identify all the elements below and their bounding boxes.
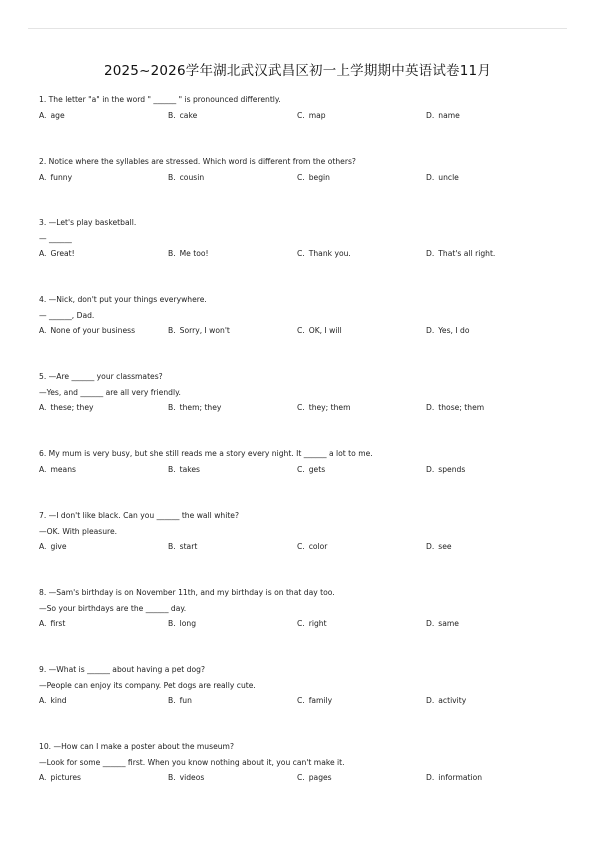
option-c <box>297 323 342 339</box>
option-row <box>39 170 559 186</box>
option-row <box>39 462 559 478</box>
option-letter: C. <box>297 110 305 120</box>
option-letter: C. <box>297 619 305 628</box>
option-letter: B. <box>168 326 176 335</box>
option-text: videos <box>179 773 205 782</box>
option-text: right <box>308 619 327 628</box>
option-text: kind <box>50 696 67 705</box>
option-letter: A. <box>39 619 47 628</box>
option-c <box>297 170 330 186</box>
option-a <box>39 770 81 786</box>
option-letter: D. <box>426 464 435 474</box>
option-letter: B. <box>168 172 176 182</box>
option-text: uncle <box>438 172 459 182</box>
question-10 <box>39 739 559 786</box>
option-text: Me too! <box>179 249 209 258</box>
option-letter: A. <box>39 403 47 412</box>
option-text: Sorry, I won't <box>179 326 230 335</box>
question-stem-line: —People can enjoy its company. Pet dogs are really cute. <box>39 680 256 690</box>
question-stem-line: —Look for some ______ first. When you know nothing about it, you can't make it. <box>39 757 345 767</box>
option-letter: D. <box>426 403 435 412</box>
question-stem-line: 1. The letter "a" in the word " ______ " is pronounced differently. <box>39 95 281 104</box>
option-letter: D. <box>426 619 435 628</box>
option-text: these; they <box>50 403 94 412</box>
option-letter: D. <box>426 110 435 120</box>
option-text: them; they <box>179 403 222 412</box>
option-letter: C. <box>297 542 305 551</box>
option-text: long <box>179 619 197 628</box>
option-letter: C. <box>297 696 305 705</box>
option-row <box>39 770 559 786</box>
option-text: start <box>179 542 198 551</box>
question-stem-line: 2. Notice where the syllables are stressed. Which word is different from the others? <box>39 157 356 166</box>
option-text: OK, I will <box>308 326 342 335</box>
option-letter: D. <box>426 326 435 335</box>
option-text: first <box>50 619 66 628</box>
option-row <box>39 246 559 262</box>
option-c <box>297 770 332 786</box>
option-d <box>426 539 452 555</box>
option-a <box>39 462 76 478</box>
question-stem-line: 4. —Nick, don't put your things everywhere. <box>39 295 207 304</box>
question-stem-line: 10. —How can I make a poster about the museum? <box>39 742 234 751</box>
option-a <box>39 616 65 632</box>
option-row <box>39 693 559 709</box>
option-row <box>39 400 559 416</box>
option-c <box>297 246 351 262</box>
option-text: Thank you. <box>308 249 351 258</box>
option-text: give <box>50 542 67 551</box>
option-letter: C. <box>297 464 305 474</box>
option-text: pages <box>308 773 332 782</box>
option-b <box>168 770 204 786</box>
option-letter: B. <box>168 696 176 705</box>
option-letter: C. <box>297 172 305 182</box>
option-d <box>426 693 466 709</box>
option-text: cake <box>179 110 198 120</box>
option-row <box>39 539 559 555</box>
option-b <box>168 246 209 262</box>
option-text: see <box>438 542 452 551</box>
question-9 <box>39 662 559 709</box>
option-letter: A. <box>39 542 47 551</box>
option-text: cousin <box>179 172 205 182</box>
option-letter: D. <box>426 696 435 705</box>
option-a <box>39 323 135 339</box>
option-letter: A. <box>39 249 47 258</box>
option-text: family <box>308 696 333 705</box>
option-d <box>426 616 459 632</box>
option-b <box>168 539 197 555</box>
option-letter: B. <box>168 542 176 551</box>
option-b <box>168 462 200 478</box>
question-stem-line: —Yes, and ______ are all very friendly. <box>39 387 181 397</box>
question-stem-line: 6. My mum is very busy, but she still reads me a story every night. It ______ a lot to me. <box>39 449 373 458</box>
option-c <box>297 108 326 124</box>
option-b <box>168 108 197 124</box>
option-a <box>39 539 67 555</box>
option-text: they; them <box>308 403 351 412</box>
option-letter: C. <box>297 249 305 258</box>
option-text: information <box>438 773 483 782</box>
option-b <box>168 693 192 709</box>
option-b <box>168 616 196 632</box>
question-8 <box>39 585 559 632</box>
option-letter: B. <box>168 249 176 258</box>
option-text: begin <box>308 172 330 182</box>
option-letter: A. <box>39 326 47 335</box>
option-text: takes <box>179 464 201 474</box>
question-7 <box>39 508 559 555</box>
option-text: age <box>50 110 65 120</box>
option-row <box>39 616 559 632</box>
question-5 <box>39 369 559 416</box>
option-b <box>168 323 230 339</box>
option-text: means <box>50 464 76 474</box>
option-text: same <box>438 619 459 628</box>
option-d <box>426 108 460 124</box>
option-letter: C. <box>297 326 305 335</box>
option-row <box>39 108 559 124</box>
question-stem-line: 8. —Sam's birthday is on November 11th, and my birthday is on that day too. <box>39 588 335 597</box>
option-letter: A. <box>39 464 47 474</box>
question-stem-line: 5. —Are ______ your classmates? <box>39 372 163 381</box>
option-a <box>39 246 75 262</box>
option-c <box>297 462 325 478</box>
question-stem-line: — ______, Dad. <box>39 310 95 320</box>
option-text: fun <box>179 696 192 705</box>
option-text: None of your business <box>50 326 136 335</box>
question-6 <box>39 446 559 477</box>
option-text: spends <box>438 464 466 474</box>
option-text: That's all right. <box>438 249 496 258</box>
question-stem-line: 7. —I don't like black. Can you ______ the wall white? <box>39 511 240 520</box>
question-3 <box>39 215 559 262</box>
option-letter: C. <box>297 403 305 412</box>
option-a <box>39 170 72 186</box>
top-divider <box>28 28 567 29</box>
option-a <box>39 108 65 124</box>
option-text: name <box>438 110 460 120</box>
option-d <box>426 323 469 339</box>
option-text: those; them <box>438 403 485 412</box>
option-b <box>168 400 221 416</box>
question-stem-line: 9. —What is ______ about having a pet dog? <box>39 665 206 674</box>
question-1 <box>39 92 559 123</box>
option-d <box>426 462 465 478</box>
exam-title: 2025~2026学年湖北武汉武昌区初一上学期期中英语试卷11月 <box>103 63 492 80</box>
option-text: gets <box>308 464 326 474</box>
option-text: Great! <box>50 249 75 258</box>
question-stem-line: —So your birthdays are the ______ day. <box>39 603 187 613</box>
option-c <box>297 693 332 709</box>
question-4 <box>39 292 559 339</box>
option-a <box>39 400 94 416</box>
option-letter: B. <box>168 773 176 782</box>
option-text: map <box>308 110 326 120</box>
option-letter: D. <box>426 172 435 182</box>
option-d <box>426 400 484 416</box>
option-text: pictures <box>50 773 81 782</box>
option-a <box>39 693 67 709</box>
option-text: activity <box>438 696 467 705</box>
option-b <box>168 170 204 186</box>
option-letter: A. <box>39 172 47 182</box>
option-text: Yes, I do <box>438 326 470 335</box>
option-d <box>426 770 482 786</box>
option-letter: A. <box>39 110 47 120</box>
option-text: color <box>308 542 328 551</box>
option-letter: B. <box>168 110 176 120</box>
option-letter: C. <box>297 773 305 782</box>
option-letter: D. <box>426 773 435 782</box>
option-letter: B. <box>168 464 176 474</box>
option-letter: B. <box>168 619 176 628</box>
option-c <box>297 539 327 555</box>
option-row <box>39 323 559 339</box>
option-c <box>297 400 351 416</box>
option-text: funny <box>50 172 73 182</box>
question-stem-line: — ______ <box>39 233 72 243</box>
option-d <box>426 170 459 186</box>
option-c <box>297 616 327 632</box>
option-letter: D. <box>426 542 435 551</box>
option-letter: A. <box>39 696 47 705</box>
option-letter: D. <box>426 249 435 258</box>
option-letter: A. <box>39 773 47 782</box>
option-letter: B. <box>168 403 176 412</box>
question-stem-line: 3. —Let's play basketball. <box>39 218 137 227</box>
question-stem-line: —OK. With pleasure. <box>39 526 118 536</box>
option-d <box>426 246 495 262</box>
question-2 <box>39 154 559 185</box>
